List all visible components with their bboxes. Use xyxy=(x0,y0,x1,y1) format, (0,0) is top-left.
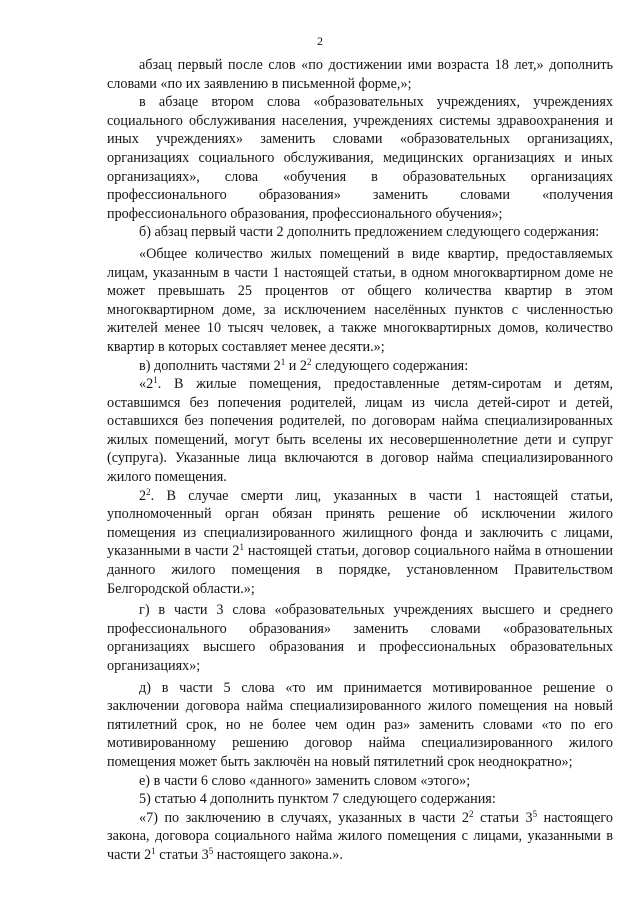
paragraph-12 xyxy=(107,809,613,865)
paragraph-5-text-a: в) дополнить частями 2 xyxy=(139,357,281,374)
paragraph-12-sup-4: 5 xyxy=(208,845,214,856)
paragraph-11: 5) статью 4 дополнить пунктом 7 следующего содержания: xyxy=(139,791,496,808)
paragraph-1: абзац первый после слов «по достижении ими возраста 18 лет,» дополнить словами «по их заявлению в письменной форме,»; xyxy=(107,57,613,92)
paragraph-12-text-d: статьи 3 xyxy=(155,846,209,863)
paragraph-6-text-a: «2 xyxy=(139,376,154,393)
paragraph-5-text-c: следующего содержания: xyxy=(311,357,469,374)
paragraph-4: «Общее количество жилых помещений в виде квартир, предоставляемых лицам, указанным в части 1 настоящей статьи, в одном многоквартирном доме не может превышать 25 процентов от общего количества квартир в этом многоквартирном доме, за исключением населённых пунктов с численностью жителей менее 10 тысяч человек, а также многоквартирных домов, количество квартир в которых составляет менее десяти.»; xyxy=(107,245,613,355)
paragraph-9: д) в части 5 слова «то им принимается мотивированное решение о заключении договора найма специализированного жилого помещения на новый пятилетний срок, но не более чем один раз» заменить словами «то по его мотивированному решению договор найма специализированного жилого помещения может быть заключён на новый пятилетний срок неоднократно»; xyxy=(107,679,613,770)
paragraph-5-text-b: и 2 xyxy=(285,357,308,374)
paragraph-12-text-b: статьи 3 xyxy=(473,809,533,826)
paragraph-12-sup-1: 2 xyxy=(469,808,474,819)
paragraph-12-text-c: настоящего закона, договора социального найма жилого помещения с лицами, указанными в части 2 xyxy=(107,809,613,863)
paragraph-7-sup-1: 2 xyxy=(146,486,151,497)
document-body xyxy=(107,56,613,865)
paragraph-12-text-e: настоящего закона.». xyxy=(213,846,343,863)
paragraph-12-sup-2: 5 xyxy=(532,808,538,819)
paragraph-6 xyxy=(107,375,613,487)
paragraph-5-sup-2: 2 xyxy=(307,356,312,367)
paragraph-7-text-a: 2 xyxy=(139,487,147,504)
paragraph-2: в абзаце втором слова «образовательных учреждениях, учреждениях социального обслуживания населения, учреждениях системы здравоохранения и иных учреждениях» заменить словами «образовательных организациях, организациях социального обслуживания, медицинских организациях и иных организациях», слова «обучения в образовательных организациях профессионального образования» заменить словами «получения профессионального образования, профессионального обучения»; xyxy=(107,94,613,222)
paragraph-3: б) абзац первый части 2 дополнить предложением следующего содержания: xyxy=(139,224,600,241)
paragraph-8: г) в части 3 слова «образовательных учреждениях высшего и среднего профессионального образования» заменить словами «образовательных организациях высшего образования и профессиональных образовательных организациях»; xyxy=(107,602,613,674)
page-number: 2 xyxy=(317,34,323,48)
paragraph-5-sup-1: 1 xyxy=(280,356,286,367)
paragraph-12-text-a: «7) по заключению в случаях, указанных в части 2 xyxy=(139,809,470,826)
paragraph-6-sup: 1 xyxy=(153,375,158,386)
paragraph-12-sup-3: 1 xyxy=(151,845,156,856)
paragraph-5 xyxy=(107,357,613,376)
paragraph-7-text-c: настоящей статьи, договор социального найма в отношении данного жилого помещения в порядке, установленном Правительством Белгородской области.»; xyxy=(107,543,613,597)
paragraph-6-text-b: . В жилые помещения, предоставленные детям-сиротам и детям, оставшимся без попечения родителей, лицам из числа детей-сирот и детей, оставшихся без попечения родителей, по договорам найма специализированных жилых помещений, могут быть вселены их несовершеннолетние дети и супруг (супруга). Указанные лица включаются в договор найма специализированного жилого помещения. xyxy=(107,376,613,486)
paragraph-7-text-b: . В случае смерти лиц, указанных в части 1 настоящей статьи, уполномоченный орган обязан принять решение об исключении жилого помещения из специализированного жилищного фонда и заключить с лицами, указанными в части 2 xyxy=(107,487,613,560)
paragraph-7 xyxy=(107,487,613,599)
paragraph-10: е) в части 6 слово «данного» заменить словом «этого»; xyxy=(139,772,471,789)
paragraph-7-sup-2: 1 xyxy=(239,542,244,553)
